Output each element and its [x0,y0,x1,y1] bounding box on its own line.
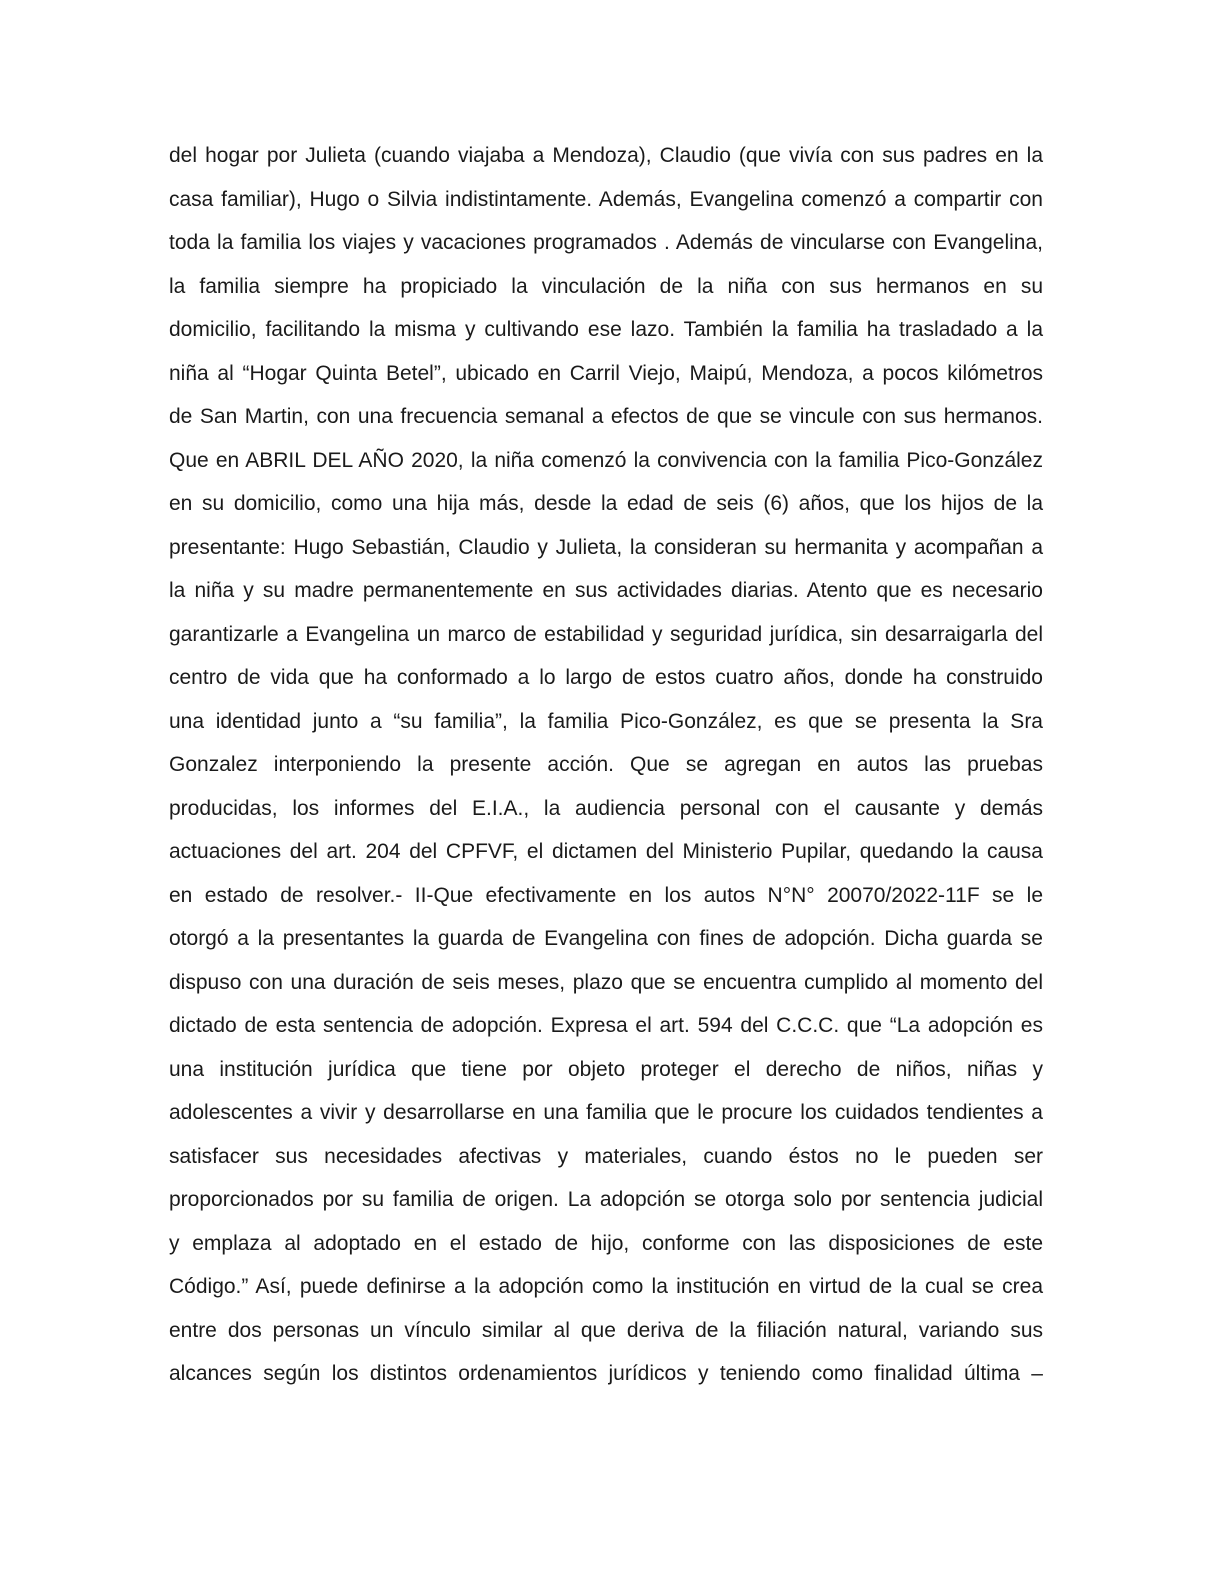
text-line: en estado de resolver.- II-Que efectivamente en los autos N°N° 20070/2022-11F se le [169,883,1043,907]
text-line: del hogar por Julieta (cuando viajaba a Mendoza), Claudio (que vivía con sus padres en la [169,144,1043,167]
body-text [169,134,1043,1396]
text-line: la familia siempre ha propiciado la vinculación de la niña con sus hermanos en su [169,274,1043,298]
text-line: Que en ABRIL DEL AÑO 2020, la niña comenzó la convivencia con la familia Pico-González [169,448,1043,472]
text-line: y emplaza al adoptado en el estado de hijo, conforme con las disposiciones de este [169,1231,1043,1255]
text-line: casa familiar), Hugo o Silvia indistintamente. Además, Evangelina comenzó a compartir con [169,187,1043,211]
text-line: garantizarle a Evangelina un marco de estabilidad y seguridad jurídica, sin desarraigarla del [169,622,1043,646]
text-line: dictado de esta sentencia de adopción. Expresa el art. 594 del C.C.C. que “La adopción es [169,1014,1043,1037]
text-line: una identidad junto a “su familia”, la familia Pico-González, es que se presenta la Sra [169,709,1043,733]
text-line: adolescentes a vivir y desarrollarse en una familia que le procure los cuidados tendientes a [169,1101,1043,1124]
text-line: de San Martin, con una frecuencia semanal a efectos de que se vincule con sus hermanos. [169,405,1043,428]
text-line: actuaciones del art. 204 del CPFVF, el dictamen del Ministerio Pupilar, quedando la causa [169,840,1043,863]
text-line: Gonzalez interponiendo la presente acción. Que se agregan en autos las pruebas [169,753,1043,776]
text-line: domicilio, facilitando la misma y cultivando ese lazo. También la familia ha trasladado a la [169,318,1043,341]
text-line: dispuso con una duración de seis meses, plazo que se encuentra cumplido al momento del [169,970,1043,994]
text-line: producidas, los informes del E.I.A., la audiencia personal con el causante y demás [169,796,1043,820]
text-line: alcances según los distintos ordenamientos jurídicos y teniendo como finalidad última – [169,1362,1043,1385]
text-line: toda la familia los viajes y vacaciones programados . Además de vincularse con Evangelina, [169,231,1043,254]
text-line: centro de vida que ha conformado a lo largo de estos cuatro años, donde ha construido [169,666,1043,689]
text-line: Código.” Así, puede definirse a la adopción como la institución en virtud de la cual se crea [169,1275,1043,1298]
text-line: otorgó a la presentantes la guarda de Evangelina con fines de adopción. Dicha guarda se [169,927,1043,950]
text-line: una institución jurídica que tiene por objeto proteger el derecho de niños, niñas y [169,1057,1043,1081]
text-line: presentante: Hugo Sebastián, Claudio y Julieta, la consideran su hermanita y acompañan a [169,535,1043,559]
text-line: proporcionados por su familia de origen. La adopción se otorga solo por sentencia judicial [169,1188,1043,1211]
text-line: en su domicilio, como una hija más, desde la edad de seis (6) años, que los hijos de la [169,492,1043,515]
text-line: entre dos personas un vínculo similar al que deriva de la filiación natural, variando sus [169,1318,1043,1342]
text-line: satisfacer sus necesidades afectivas y materiales, cuando éstos no le pueden ser [169,1144,1043,1168]
text-line: niña al “Hogar Quinta Betel”, ubicado en Carril Viejo, Maipú, Mendoza, a pocos kilómetros [169,361,1043,385]
text-line: la niña y su madre permanentemente en sus actividades diarias. Atento que es necesario [169,579,1043,602]
